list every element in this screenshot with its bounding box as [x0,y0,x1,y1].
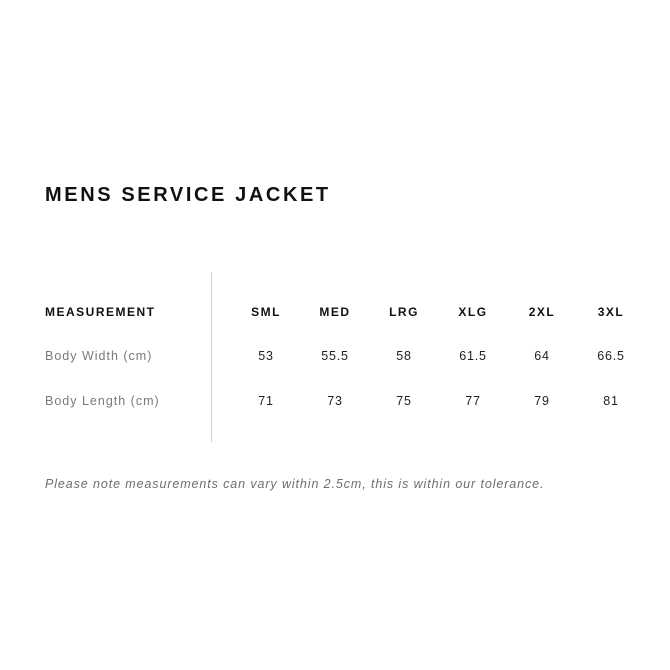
table-cell: 58 [396,349,412,363]
table-row-body-width [0,346,670,366]
row-label-body-length: Body Length (cm) [45,394,160,408]
table-cell: 81 [603,394,619,408]
table-cell: 71 [258,394,274,408]
size-header-xlg: XLG [458,305,488,319]
size-header-lrg: LRG [389,305,419,319]
size-header-med: MED [319,305,351,319]
table-cell: 66.5 [597,349,625,363]
table-cell: 55.5 [321,349,349,363]
tolerance-note: Please note measurements can vary within 2.5cm, this is within our tolerance. [45,477,545,491]
table-cell: 77 [465,394,481,408]
table-cell: 64 [534,349,550,363]
page-title: MENS SERVICE JACKET [45,184,331,206]
table-cell: 73 [327,394,343,408]
size-header-sml: SML [251,305,281,319]
table-cell: 75 [396,394,412,408]
table-header-row [0,302,670,322]
size-header-2xl: 2XL [528,305,556,319]
row-label-body-width: Body Width (cm) [45,349,153,363]
measurement-header: MEASUREMENT [45,305,156,319]
table-cell: 61.5 [459,349,487,363]
table-row-body-length [0,391,670,411]
table-cell: 79 [534,394,550,408]
size-header-3xl: 3XL [597,305,625,319]
table-cell: 53 [258,349,274,363]
